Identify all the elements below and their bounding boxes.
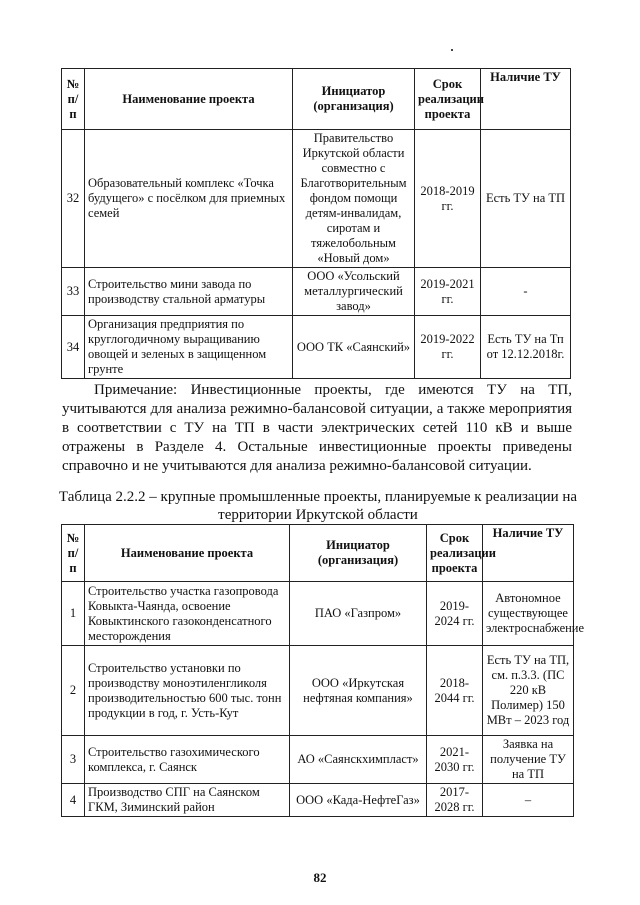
row-name: Строительство участка газопровода Ковыкта-Чаянда, освоение Ковыктинского газоконденсатного месторождения xyxy=(85,582,290,646)
row-tu: Есть ТУ на ТП, см. п.3.3. (ПС 220 кВ Полимер) 150 МВт – 2023 год xyxy=(483,646,574,736)
table-row xyxy=(62,582,574,646)
row-tu: Автономное существующее электроснабжение xyxy=(483,582,574,646)
row-initiator: Правительство Иркутской области совместно с Благотворительным фондом помощи детям-инвалидам, сиротам и тяжелобольным «Новый дом» xyxy=(293,130,415,268)
row-tu: Есть ТУ на ТП xyxy=(481,130,571,268)
row-term: 2019-2024 гг. xyxy=(427,582,483,646)
row-initiator: ООО «Усольский металлургический завод» xyxy=(293,268,415,316)
table-row xyxy=(62,268,571,316)
row-term: 2018-2044 гг. xyxy=(427,646,483,736)
table-row xyxy=(62,646,574,736)
row-num: 34 xyxy=(62,316,85,379)
row-num: 33 xyxy=(62,268,85,316)
scan-dot xyxy=(451,49,453,51)
projects-table-continued xyxy=(61,68,571,379)
row-tu: Есть ТУ на Тп от 12.12.2018г. xyxy=(481,316,571,379)
row-name: Строительство газохимического комплекса, г. Саянск xyxy=(85,736,290,784)
row-term: 2018-2019 гг. xyxy=(415,130,481,268)
row-num: 32 xyxy=(62,130,85,268)
table-caption: Таблица 2.2.2 – крупные промышленные проекты, планируемые к реализации на территории Иркутской области xyxy=(58,489,578,523)
header-term: Срок реализации проекта xyxy=(415,69,481,130)
row-term: 2019-2021 гг. xyxy=(415,268,481,316)
row-name: Строительство установки по производству моноэтиленгликоля производительностью 600 тыс. тонн продукции в год, г. Усть-Кут xyxy=(85,646,290,736)
row-term: 2019-2022 гг. xyxy=(415,316,481,379)
table-row xyxy=(62,130,571,268)
row-initiator: ООО ТК «Саянский» xyxy=(293,316,415,379)
table-row xyxy=(62,316,571,379)
row-initiator: ООО «Када-НефтеГаз» xyxy=(290,784,427,817)
row-num: 4 xyxy=(62,784,85,817)
table-header-row xyxy=(62,525,574,582)
row-num: 3 xyxy=(62,736,85,784)
row-term: 2021-2030 гг. xyxy=(427,736,483,784)
row-name: Строительство мини завода по производству стальной арматуры xyxy=(85,268,293,316)
row-term: 2017-2028 гг. xyxy=(427,784,483,817)
row-num: 2 xyxy=(62,646,85,736)
header-tu: Наличие ТУ xyxy=(481,69,571,130)
row-name: Организация предприятия по круглогодичному выращиванию овощей и зеленых в защищенном грунте xyxy=(85,316,293,379)
table-header-row xyxy=(62,69,571,130)
header-initiator: Инициатор (организация) xyxy=(290,525,427,582)
page-number: 82 xyxy=(313,870,327,885)
row-initiator: ПАО «Газпром» xyxy=(290,582,427,646)
header-tu: Наличие ТУ xyxy=(483,525,574,582)
row-initiator: ООО «Иркутская нефтяная компания» xyxy=(290,646,427,736)
header-term: Срок реализации проекта xyxy=(427,525,483,582)
row-num: 1 xyxy=(62,582,85,646)
note-paragraph: Примечание: Инвестиционные проекты, где имеются ТУ на ТП, учитываются для анализа режимно-балансовой ситуации, а также мероприятия в соответствии с ТУ на ТП в части электрических сетей 110 кВ и выше отражены в Разделе 4. Остальные инвестиционные проекты приведены справочно и не учитываются для анализа режимно-балансовой ситуации. xyxy=(62,382,572,474)
header-num: № п/п xyxy=(62,525,85,582)
header-num: № п/п xyxy=(62,69,85,130)
row-name: Образовательный комплекс «Точка будущего» с посёлком для приемных семей xyxy=(85,130,293,268)
table-row xyxy=(62,784,574,817)
industrial-projects-table xyxy=(61,524,585,817)
header-name: Наименование проекта xyxy=(85,525,290,582)
table-row xyxy=(62,736,574,784)
row-tu: Заявка на получение ТУ на ТП xyxy=(483,736,574,784)
header-name: Наименование проекта xyxy=(85,69,293,130)
header-initiator: Инициатор (организация) xyxy=(293,69,415,130)
row-tu: - xyxy=(481,268,571,316)
row-initiator: АО «Саянскхимпласт» xyxy=(290,736,427,784)
row-tu: – xyxy=(483,784,574,817)
row-name: Производство СПГ на Саянском ГКМ, Зиминский район xyxy=(85,784,290,817)
